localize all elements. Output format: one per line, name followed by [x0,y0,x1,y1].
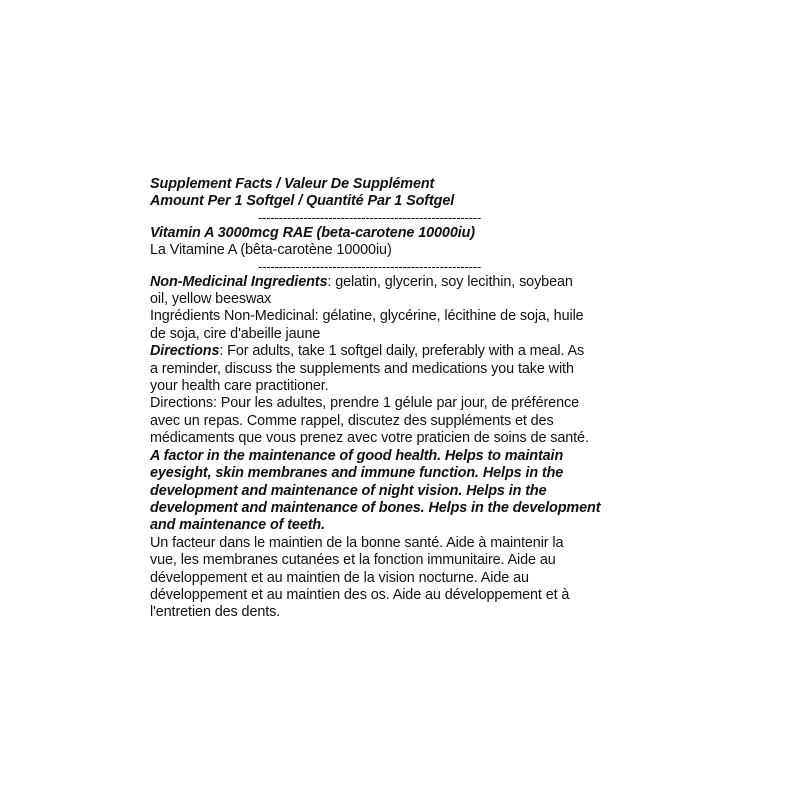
claims-english-line-3: development and maintenance of night vision. Helps in the [150,482,547,499]
directions-english-line-1 [150,343,650,360]
claims-french-line-4: développement et au maintien des os. Aide au développement et à [150,586,570,603]
serving-amount: Amount Per 1 Softgel / Quantité Par 1 Softgel [150,193,455,210]
divider-bottom: ------------------------------------------------------ [258,259,481,274]
claims-french-line-1: Un facteur dans le maintien de la bonne santé. Aide à maintenir la [150,534,564,551]
ingredients-english-text-1: : gelatin, glycerin, soy lecithin, soybean [327,273,573,290]
directions-english-line-3: your health care practitioner. [150,378,329,395]
claims-english-line-4: development and maintenance of bones. Helps in the development [150,499,601,516]
claims-english-line-5: and maintenance of teeth. [150,517,326,534]
directions-english-label: Directions [150,343,220,360]
ingredients-french-line-1: Ingrédients Non-Medicinal: gélatine, glycérine, lécithine de soja, huile [150,308,584,325]
supplement-label [150,176,650,622]
claims-french-line-2: vue, les membranes cutanées et la fonction immunitaire. Aide au [150,552,556,569]
directions-french-line-2: avec un repas. Comme rappel, discutez des suppléments et des [150,412,554,429]
directions-english-line-2: a reminder, discuss the supplements and medications you take with [150,360,574,377]
ingredients-french-line-2: de soja, cire d'abeille jaune [150,325,321,342]
ingredients-english-line-2: oil, yellow beeswax [150,291,272,308]
claims-french-line-3: développement et au maintien de la vision nocturne. Aide au [150,569,529,586]
claims-english-line-2: eyesight, skin membranes and immune function. Helps in the [150,465,564,482]
ingredients-english-line-1 [150,274,650,291]
claims-french-line-5: l'entretien des dents. [150,604,281,621]
claims-english-line-1: A factor in the maintenance of good health. Helps to maintain [150,447,564,464]
directions-french-line-1: Directions: Pour les adultes, prendre 1 gélule par jour, de préférence [150,395,579,412]
divider-top: ------------------------------------------------------ [258,210,481,225]
directions-french-line-3: médicaments que vous prenez avec votre praticien de soins de santé. [150,430,589,447]
vitamin-french: La Vitamine A (bêta-carotène 10000iu) [150,242,392,259]
vitamin-english: Vitamin A 3000mcg RAE (beta-carotene 10000iu) [150,224,476,241]
directions-english-text-1: : For adults, take 1 softgel daily, preferably with a meal. As [219,343,585,360]
supplement-facts-title: Supplement Facts / Valeur De Supplément [150,176,435,192]
ingredients-english-label: Non-Medicinal Ingredients [150,273,328,290]
